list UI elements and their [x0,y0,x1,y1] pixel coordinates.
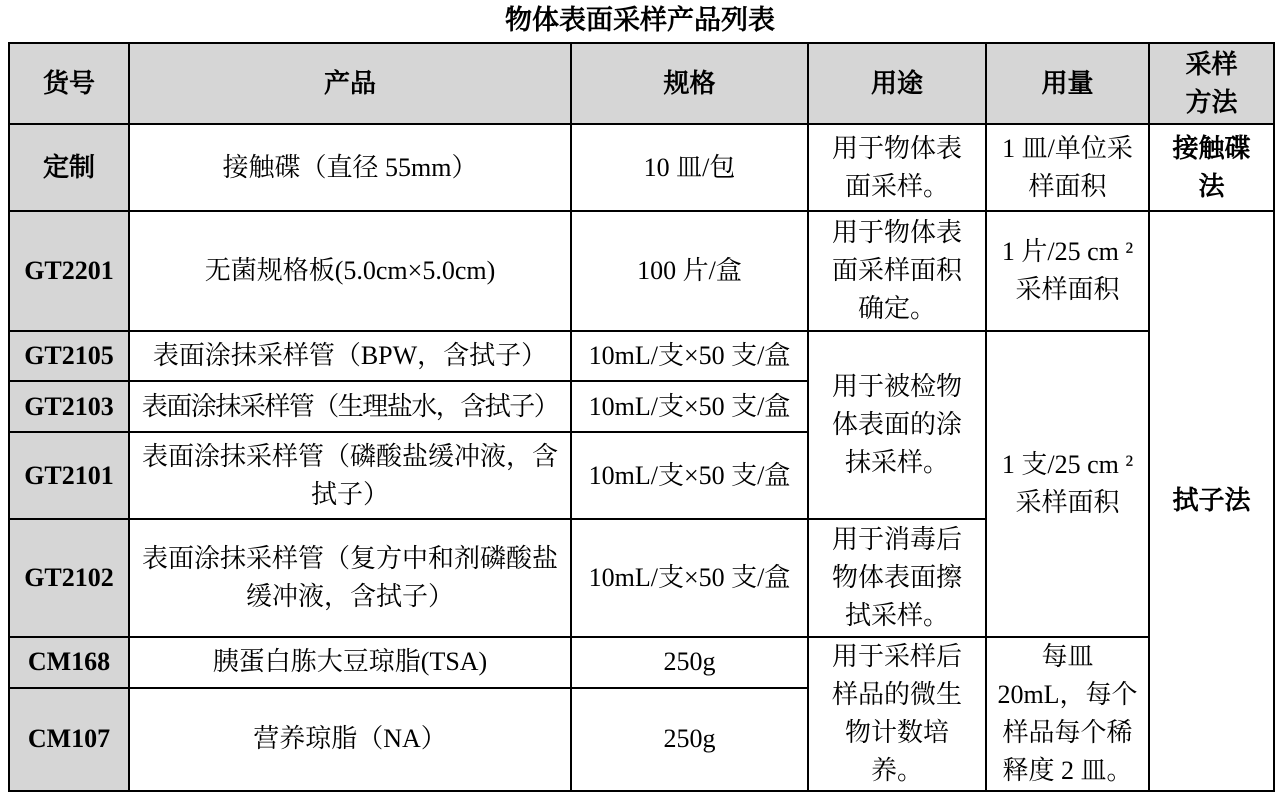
header-sku: 货号 [9,43,129,124]
spec-cell: 10mL/支×50 支/盒 [571,519,808,637]
sku-cell: CM168 [9,637,129,688]
table-row-gt2105 [9,331,1274,381]
spec-cell: 10mL/支×50 支/盒 [571,331,808,381]
usage-cell: 用于采样后样品的微生物计数培养。 [808,637,986,791]
usage-cell: 用于被检物体表面的涂抹采样。 [808,331,986,519]
table-row-dingzhi [9,124,1274,211]
spec-cell: 10mL/支×50 支/盒 [571,381,808,432]
spec-cell: 100 片/盒 [571,211,808,331]
product-table [8,42,1275,792]
sku-cell: CM107 [9,688,129,791]
table-row-cm168 [9,637,1274,688]
product-cell: 接触碟（直径 55mm） [129,124,571,211]
dosage-cell: 1 皿/单位采样面积 [986,124,1149,211]
usage-cell: 用于消毒后物体表面擦拭采样。 [808,519,986,637]
product-cell: 表面涂抹采样管（生理盐水，含拭子） [129,381,571,432]
product-cell: 无菌规格板(5.0cm×5.0cm) [129,211,571,331]
sku-cell: GT2103 [9,381,129,432]
product-cell: 表面涂抹采样管（BPW，含拭子） [129,331,571,381]
product-cell: 胰蛋白胨大豆琼脂(TSA) [129,637,571,688]
dosage-cell: 1 支/25 cm ² 采样面积 [986,331,1149,637]
product-cell: 营养琼脂（NA） [129,688,571,791]
dosage-cell: 1 片/25 cm ² 采样面积 [986,211,1149,331]
dosage-cell: 每皿 20mL，每个样品每个稀释度 2 皿。 [986,637,1149,791]
page-title: 物体表面采样产品列表 [505,5,775,35]
spec-cell: 10mL/支×50 支/盒 [571,432,808,519]
product-cell: 表面涂抹采样管（复方中和剂磷酸盐缓冲液，含拭子） [129,519,571,637]
sku-cell: GT2101 [9,432,129,519]
header-row [9,43,1274,124]
table-row-gt2201 [9,211,1274,331]
sku-cell: GT2102 [9,519,129,637]
product-cell: 表面涂抹采样管（磷酸盐缓冲液，含拭子） [129,432,571,519]
usage-cell: 用于物体表面采样面积确定。 [808,211,986,331]
method-cell-contact-plate: 接触碟法 [1149,124,1274,211]
sku-cell: GT2201 [9,211,129,331]
header-spec: 规格 [571,43,808,124]
header-usage: 用途 [808,43,986,124]
usage-cell: 用于物体表面采样。 [808,124,986,211]
sku-cell: 定制 [9,124,129,211]
header-dosage: 用量 [986,43,1149,124]
spec-cell: 250g [571,637,808,688]
method-cell-swab: 拭子法 [1149,211,1274,791]
header-method: 采样方法 [1149,43,1274,124]
spec-cell: 250g [571,688,808,791]
spec-cell: 10 皿/包 [571,124,808,211]
header-product: 产品 [129,43,571,124]
sku-cell: GT2105 [9,331,129,381]
